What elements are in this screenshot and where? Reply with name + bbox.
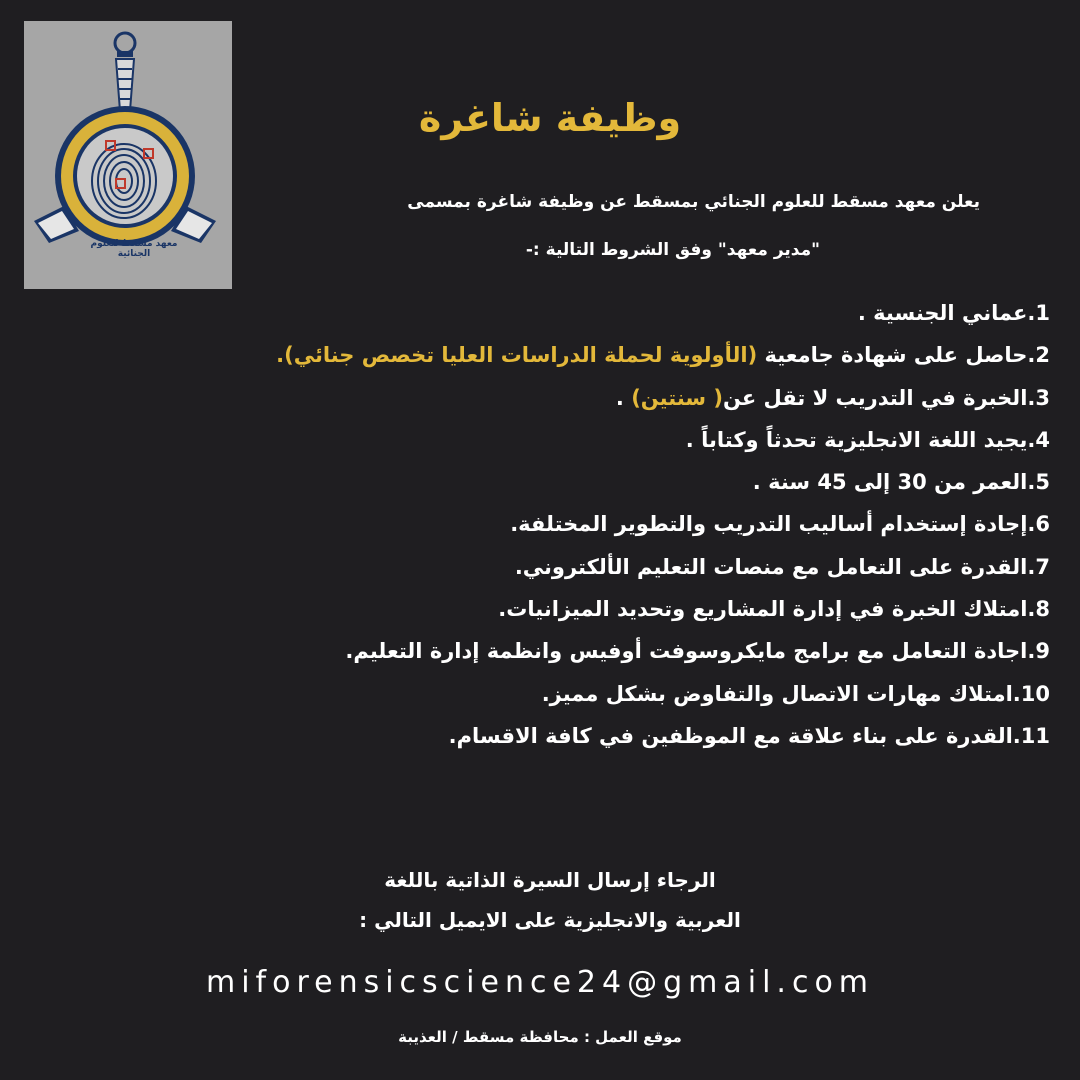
requirement-item: 6.إجادة إستخدام أساليب التدريب والتطوير المختلفة. [510,512,1050,537]
institute-logo [24,21,232,289]
work-location: موقع العمل : محافظة مسقط / العذيبة [398,1028,682,1046]
requirement-item: 4.يجيد اللغة الانجليزية تحدثاً وكتاباً . [685,427,1050,452]
requirements-list [20,292,1050,757]
requirement-item: 5.العمر من 30 إلى 45 سنة . [752,470,1050,495]
requirement-item: 10.امتلاك مهارات الاتصال والتفاوض بشكل مميز. [541,681,1050,706]
cv-line-2: العربية والانجليزية على الايميل التالي : [359,908,741,932]
requirement-item: 2.حاصل على شهادة جامعية (الأولوية لحملة الدراسات العليا تخصص جنائي). [276,343,1050,368]
requirement-highlight: (الأولوية لحملة الدراسات العليا تخصص جنائي). [276,343,758,368]
page-title: وظيفة شاغرة [418,96,682,140]
cv-instructions [200,860,900,940]
logo-arabic-name: معهد مسقط للعلوم الجنائية [90,239,178,259]
requirement-item: 9.اجادة التعامل مع برامج مايكروسوفت أوفيس وانظمة إدارة التعليم. [345,639,1050,664]
intro-line-2: "مدير معهد" وفق الشروط التالية :- [525,240,820,260]
requirement-item: 8.امتلاك الخبرة في إدارة المشاريع وتحديد الميزانيات. [498,597,1050,622]
requirement-item: 7.القدرة على التعامل مع منصات التعليم الألكتروني. [514,554,1050,579]
requirement-item: 1.عماني الجنسية . [857,301,1050,325]
intro-text [250,178,980,274]
requirement-item: 3.الخبرة في التدريب لا تقل عن( سنتين) . [615,385,1050,410]
contact-email[interactable]: miforensicscience24@gmail.com [205,965,875,1000]
cv-line-1: الرجاء إرسال السيرة الذاتية باللغة [384,868,716,892]
intro-line-1: يعلن معهد مسقط للعلوم الجنائي بمسقط عن وظيفة شاغرة بمسمى [407,192,980,212]
requirement-highlight: ( سنتين) [631,385,723,410]
requirement-item: 11.القدرة على بناء علاقة مع الموظفين في كافة الاقسام. [448,723,1050,748]
